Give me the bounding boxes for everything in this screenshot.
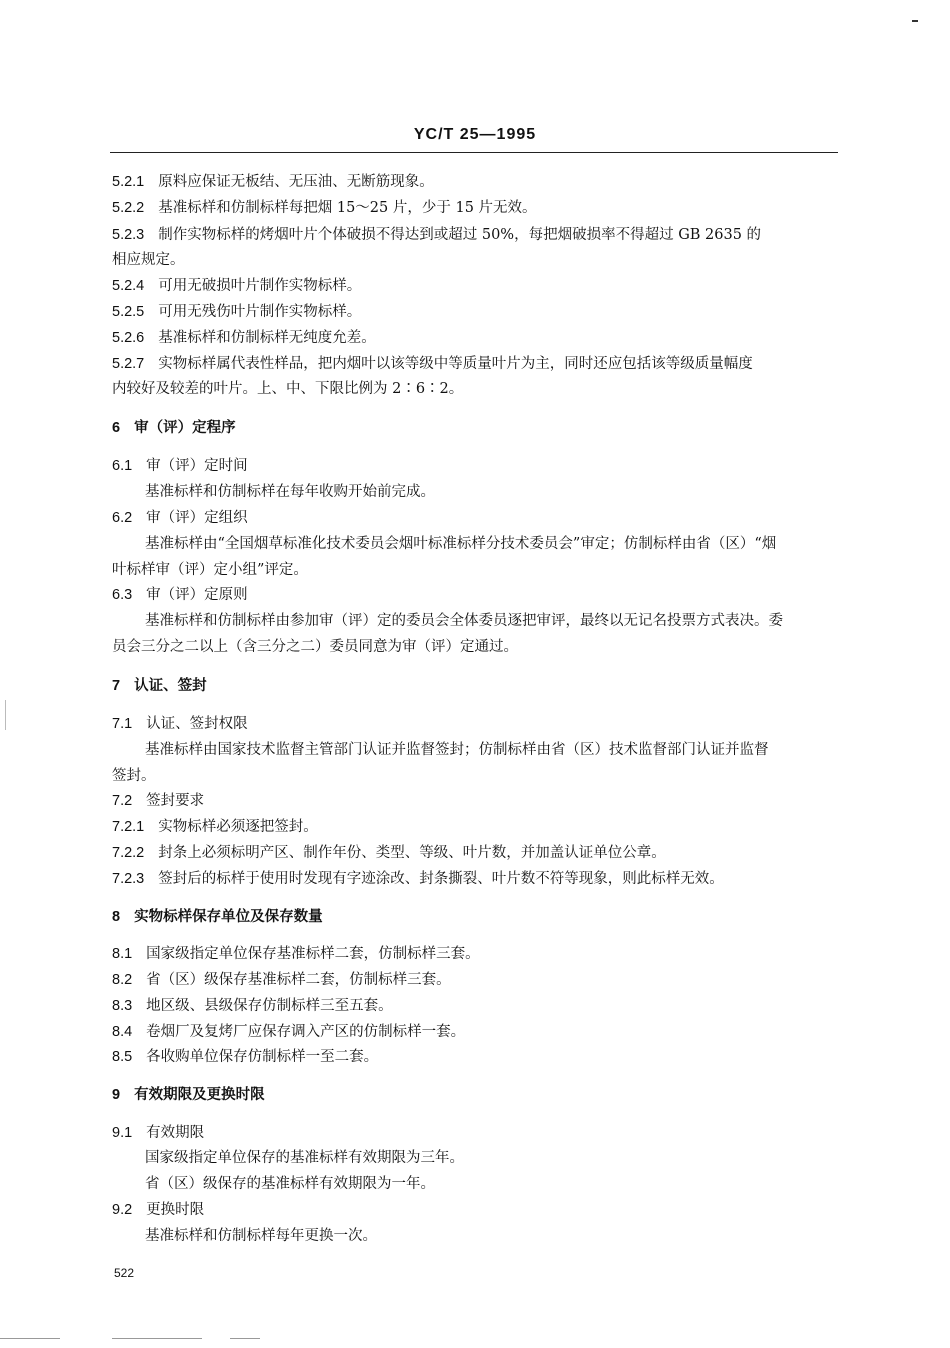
text-line bbox=[112, 585, 248, 605]
clause-text: 基准标样和仿制标样无纯度允差。 bbox=[158, 330, 376, 346]
text-line bbox=[112, 907, 323, 927]
clause-number: 6.3 bbox=[112, 587, 133, 603]
text-line bbox=[112, 328, 376, 348]
clause-text: 更换时限 bbox=[146, 1202, 205, 1218]
clause-number: 7.1 bbox=[112, 716, 133, 732]
text-line bbox=[112, 302, 361, 322]
text-line bbox=[112, 418, 236, 438]
text-line bbox=[145, 534, 776, 554]
scan-mark bbox=[112, 1338, 202, 1339]
clause-number: 6.1 bbox=[112, 458, 133, 474]
text-line bbox=[145, 1226, 377, 1246]
text-line bbox=[145, 1148, 464, 1168]
clause-number: 8.5 bbox=[112, 1049, 133, 1065]
scan-mark bbox=[0, 1338, 60, 1339]
text-line bbox=[112, 456, 248, 476]
clause-number: 5.2.5 bbox=[112, 304, 145, 320]
clause-text: 签封。 bbox=[112, 768, 156, 784]
clause-number: 7.2 bbox=[112, 793, 133, 809]
clause-text: 可用无破损叶片制作实物标样。 bbox=[158, 278, 362, 294]
clause-number: 7.2.3 bbox=[112, 871, 145, 887]
text-line bbox=[112, 508, 248, 528]
text-line bbox=[112, 766, 156, 786]
text-line bbox=[112, 791, 204, 811]
clause-text: 基准标样和仿制标样由参加审（评）定的委员会全体委员逐把审评，最终以无记名投票方式表决。委 bbox=[145, 613, 783, 629]
clause-number: 7.2.2 bbox=[112, 845, 145, 861]
text-line bbox=[112, 1200, 204, 1220]
clause-text: 有效期限及更换时限 bbox=[134, 1086, 265, 1103]
clause-text: 有效期限 bbox=[146, 1125, 205, 1141]
clause-number: 6 bbox=[112, 420, 121, 436]
scan-mark bbox=[230, 1338, 260, 1339]
clause-text: 基准标样由国家技术监督主管部门认证并监督签封；仿制标样由省（区）技术监督部门认证并监督 bbox=[145, 742, 769, 758]
clause-text: 基准标样和仿制标样每年更换一次。 bbox=[145, 1228, 377, 1244]
text-line bbox=[145, 482, 435, 502]
clause-text: 原料应保证无板结、无压油、无断筋现象。 bbox=[158, 174, 434, 190]
clause-number: 8 bbox=[112, 909, 121, 925]
clause-text: 内较好及较差的叶片。上、中、下限比例为 2∶6∶2。 bbox=[112, 381, 464, 397]
clause-number: 8.2 bbox=[112, 972, 133, 988]
clause-text: 地区级、县级保存仿制标样三至五套。 bbox=[146, 998, 393, 1014]
clause-text: 签封后的标样于使用时发现有字迹涂改、封条撕裂、叶片数不符等现象，则此标样无效。 bbox=[158, 871, 724, 887]
clause-number: 8.4 bbox=[112, 1024, 133, 1040]
text-line bbox=[112, 1047, 378, 1067]
clause-text: 基准标样由“全国烟草标准化技术委员会烟叶标准标样分技术委员会”审定；仿制标样由省（区）“烟 bbox=[145, 536, 777, 552]
text-line bbox=[112, 996, 393, 1016]
text-line bbox=[112, 637, 518, 657]
clause-number: 5.2.1 bbox=[112, 174, 145, 190]
text-line bbox=[112, 843, 666, 863]
clause-number: 5.2.3 bbox=[112, 227, 145, 243]
clause-number: 5.2.6 bbox=[112, 330, 145, 346]
clause-text: 审（评）定程序 bbox=[134, 419, 236, 436]
text-line bbox=[112, 1123, 204, 1143]
clause-text: 审（评）定原则 bbox=[146, 587, 248, 603]
clause-number: 5.2.7 bbox=[112, 356, 145, 372]
clause-text: 基准标样和仿制标样每把烟 15～25 片，少于 15 片无效。 bbox=[158, 200, 537, 216]
text-line bbox=[112, 869, 724, 889]
clause-text: 省（区）级保存基准标样二套，仿制标样三套。 bbox=[146, 972, 451, 988]
clause-number: 6.2 bbox=[112, 510, 133, 526]
text-line bbox=[112, 379, 463, 399]
text-line bbox=[145, 1174, 435, 1194]
clause-text: 卷烟厂及复烤厂应保存调入产区的仿制标样一套。 bbox=[146, 1024, 466, 1040]
text-line bbox=[112, 354, 753, 374]
clause-number: 8.1 bbox=[112, 946, 133, 962]
clause-text: 实物标样保存单位及保存数量 bbox=[134, 908, 323, 925]
page-number: 522 bbox=[114, 1266, 135, 1280]
clause-text: 基准标样和仿制标样在每年收购开始前完成。 bbox=[145, 484, 435, 500]
clause-text: 制作实物标样的烤烟叶片个体破损不得达到或超过 50%，每把烟破损率不得超过 GB 2635 的 bbox=[158, 227, 762, 243]
clause-number: 9.1 bbox=[112, 1125, 133, 1141]
text-line bbox=[145, 740, 769, 760]
clause-text: 国家级指定单位保存的基准标样有效期限为三年。 bbox=[145, 1150, 464, 1166]
clause-text: 封条上必须标明产区、制作年份、类型、等级、叶片数，并加盖认证单位公章。 bbox=[158, 845, 666, 861]
text-line bbox=[112, 944, 480, 964]
text-line bbox=[145, 611, 783, 631]
text-line bbox=[112, 676, 207, 696]
clause-text: 省（区）级保存的基准标样有效期限为一年。 bbox=[145, 1176, 435, 1192]
text-line bbox=[112, 276, 361, 296]
text-line bbox=[112, 817, 318, 837]
clause-text: 实物标样必须逐把签封。 bbox=[158, 819, 318, 835]
clause-text: 审（评）定组织 bbox=[146, 510, 248, 526]
clause-text: 认证、签封权限 bbox=[146, 716, 248, 732]
clause-text: 认证、签封 bbox=[134, 677, 207, 694]
text-line bbox=[112, 560, 308, 580]
clause-text: 各收购单位保存仿制标样一至二套。 bbox=[146, 1049, 379, 1065]
clause-text: 签封要求 bbox=[146, 793, 205, 809]
scan-mark bbox=[5, 700, 6, 730]
text-line bbox=[112, 970, 451, 990]
text-line bbox=[112, 1022, 465, 1042]
text-line bbox=[112, 172, 434, 192]
clause-text: 员会三分之二以上（含三分之二）委员同意为审（评）定通过。 bbox=[112, 639, 518, 655]
text-line bbox=[112, 225, 761, 245]
clause-number: 9 bbox=[112, 1087, 121, 1103]
clause-number: 5.2.2 bbox=[112, 200, 145, 216]
text-line bbox=[112, 1085, 265, 1105]
clause-text: 叶标样审（评）定小组”评定。 bbox=[112, 562, 308, 578]
text-line bbox=[112, 250, 185, 270]
standard-code-header: YC/T 25—1995 bbox=[413, 126, 537, 143]
clause-number: 7.2.1 bbox=[112, 819, 145, 835]
clause-text: 国家级指定单位保存基准标样二套，仿制标样三套。 bbox=[146, 946, 480, 962]
text-line bbox=[112, 714, 248, 734]
clause-text: 可用无残伤叶片制作实物标样。 bbox=[158, 304, 362, 320]
clause-text: 审（评）定时间 bbox=[146, 458, 248, 474]
clause-number: 9.2 bbox=[112, 1202, 133, 1218]
clause-number: 8.3 bbox=[112, 998, 133, 1014]
clause-number: 5.2.4 bbox=[112, 278, 145, 294]
clause-text: 相应规定。 bbox=[112, 252, 185, 268]
header-rule bbox=[110, 152, 838, 153]
clause-number: 7 bbox=[112, 678, 121, 694]
clause-text: 实物标样属代表性样品，把内烟叶以该等级中等质量叶片为主，同时还应包括该等级质量幅度 bbox=[158, 356, 753, 372]
scan-mark bbox=[912, 20, 918, 22]
text-line bbox=[112, 198, 537, 218]
